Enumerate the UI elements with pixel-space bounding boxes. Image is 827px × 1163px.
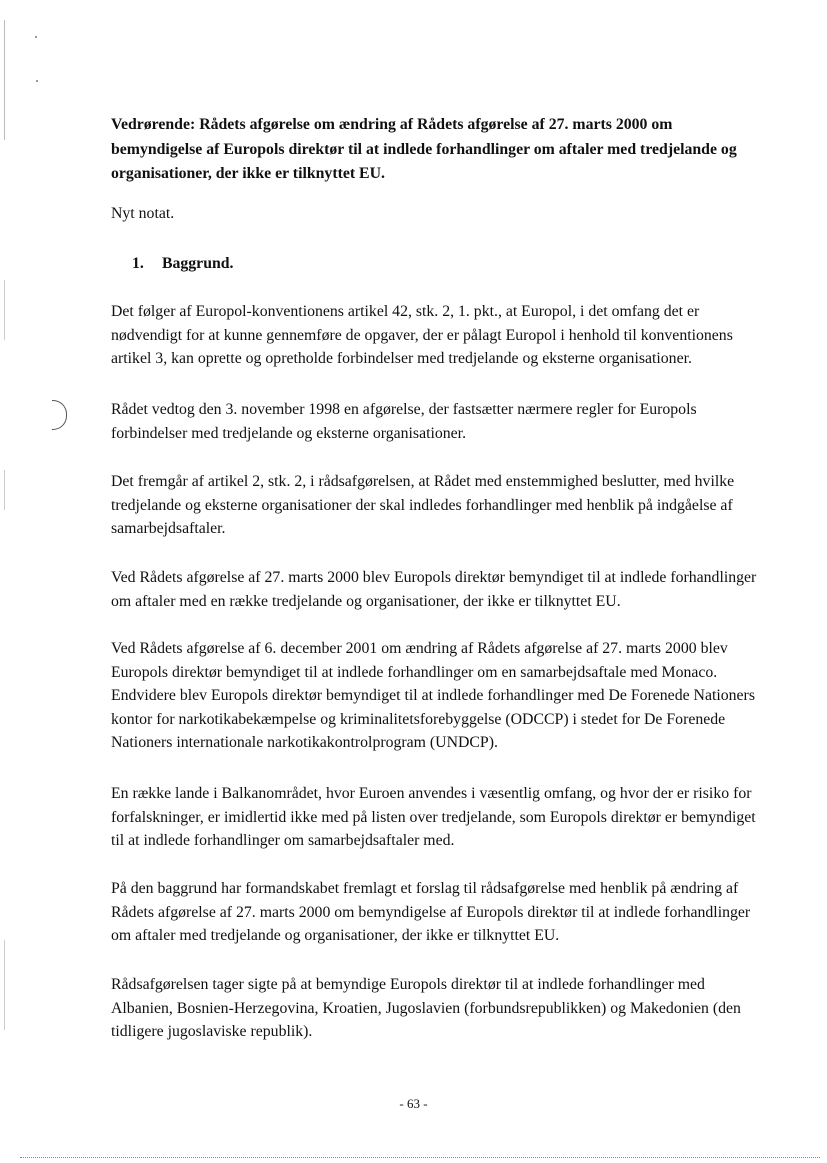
paragraph: Ved Rådets afgørelse af 6. december 2001 om ændring af Rådets afgørelse af 27. marts 2000 blev Europols direktør bemyndiget til at indlede forhandlinger om en samarbejdsaftale med Monaco. Endvidere blev Europols direktør bemyndiget til at indlede forhandlinger med De Forenede Nationers kontor for narkotikabekæmpelse og kriminalitetsforebyggelse (ODCCP) i stedet for De Forenede Nationers internationale narkotikakontrolprogram (UNDCP). <box>111 640 755 751</box>
paragraph: Det fremgår af artikel 2, stk. 2, i rådsafgørelsen, at Rådet med enstemmighed beslutter, med hvilke tredjelande og eksterne organisationer der skal indledes forhandlinger med henblik på indgåelse af samarbejdsaftaler. <box>111 473 735 537</box>
paragraph: Ved Rådets afgørelse af 27. marts 2000 blev Europols direktør bemyndiget til at indlede forhandlinger om aftaler med en række tredjelande og organisationer, der ikke er tilknyttet EU. <box>111 569 757 610</box>
scan-edge-mark <box>4 280 5 340</box>
section-title: Baggrund. <box>161 255 234 272</box>
note-text: Nyt notat. <box>111 205 175 222</box>
paragraph: Det følger af Europol-konventionens artikel 42, stk. 2, 1. pkt., at Europol, i det omfang det er nødvendigt for at kunne gennemføre de opgaver, der er pålagt Europol i henhold til konventionens artikel 3, kan oprette og opretholde forbindelser med tredjelande og eksterne organisationer. <box>111 303 733 367</box>
paragraph: En række lande i Balkanområdet, hvor Euroen anvendes i væsentlig omfang, og hvor der er risiko for forfalskninger, er imidlertid ikke med på listen over tredjelande, som Europols direktør er bemyndiget til at indlede forhandlinger om samarbejdsaftaler med. <box>111 785 756 849</box>
paragraph: På den baggrund har formandskabet fremlagt et forslag til rådsafgørelse med henblik på ændring af Rådets afgørelse af 27. marts 2000 om bemyndigelse af Europols direktør til at indlede forhandlinger om aftaler med tredjelande og organisationer, der ikke er tilknyttet EU. <box>111 880 751 944</box>
paragraph: Rådsafgørelsen tager sigte på at bemyndige Europols direktør til at indlede forhandlinger med Albanien, Bosnien-Herzegovina, Kroatien, Jugoslavien (forbundsrepublikken) og Makedonien (den tidligere jugoslaviske republik). <box>111 976 741 1040</box>
section-number: 1. <box>132 255 144 272</box>
scan-edge-mark <box>4 20 5 140</box>
paragraph: Rådet vedtog den 3. november 1998 en afgørelse, der fastsætter nærmere regler for Europols forbindelser med tredjelande og eksterne organisationer. <box>111 401 697 442</box>
scan-edge-mark <box>4 940 5 1030</box>
scan-dot <box>36 80 38 82</box>
section-heading <box>132 252 787 276</box>
scan-edge-mark <box>4 470 5 510</box>
bottom-scan-line <box>20 1157 820 1158</box>
punch-hole-mark <box>52 400 67 430</box>
scan-dot <box>35 36 37 38</box>
page-number: - 63 - <box>399 1096 428 1111</box>
subject-line: Vedrørende: Rådets afgørelse om ændring af Rådets afgørelse af 27. marts 2000 om bemyndigelse af Europols direktør til at indlede forhandlinger om aftaler med tredjelande og organisationer, der ikke er tilknyttet EU. <box>111 116 737 182</box>
